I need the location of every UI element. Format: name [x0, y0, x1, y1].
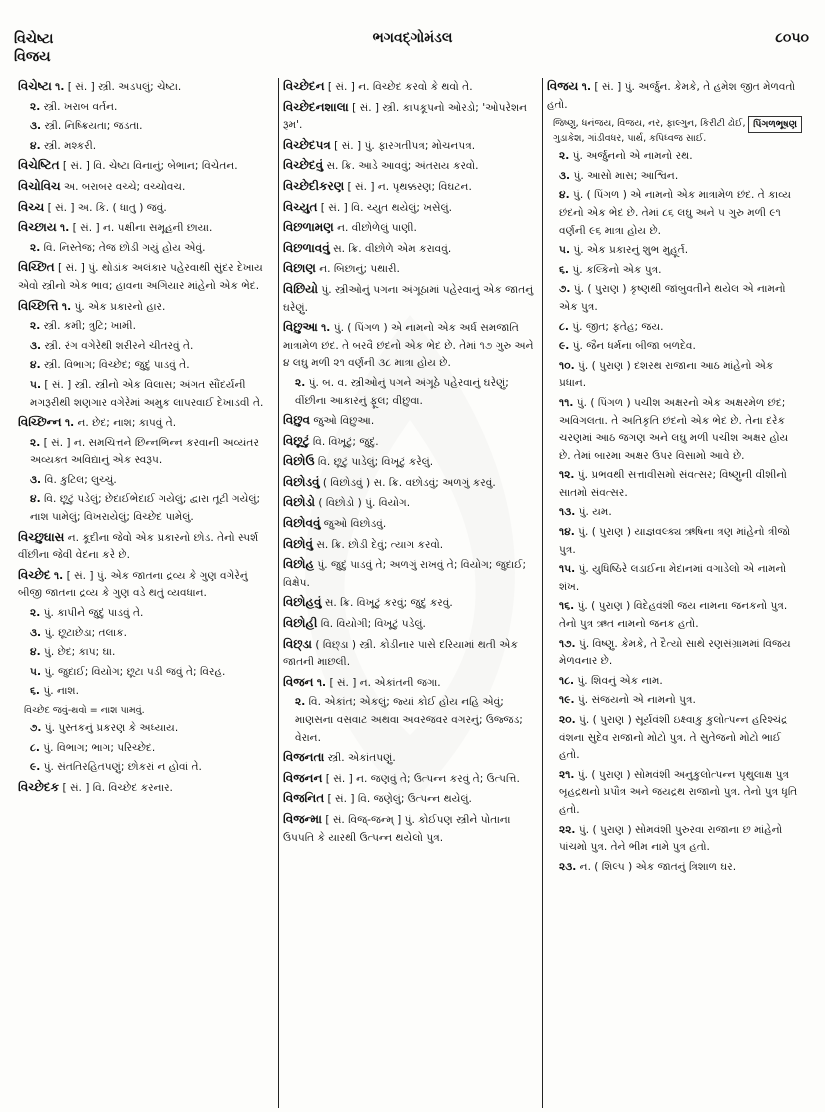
- definition-text: [ સં. ] ન. જણવું તે; ઉત્પન્ન કરવું તે; ઉત્પત્તિ.: [322, 772, 520, 785]
- headword: વિચોવિચ: [18, 178, 61, 193]
- column-1: [14, 78, 278, 1108]
- definition-text: પું. શિવનું એક નામ.: [574, 674, 663, 687]
- sense-number: ૩.: [30, 339, 42, 352]
- sense-number: ૧૯.: [559, 694, 575, 707]
- sense-number: ૭.: [559, 283, 571, 296]
- headword-entry: [283, 78, 538, 97]
- definition-text: [ સં. ] ન. સમચિત્તને છિન્નભિન્ન કરવાની અવ્યંતર અવ્યક્ત અવિદ્યાનું એક સ્વરૂપ.: [30, 436, 259, 467]
- definition-text: વિ. એકાંત; એકલું; જ્યાં કોઈ હોય નહિ એવું; માણસના વસવાટ અથવા અવરજવર વગરનું; ઉજ્જડ; વેરાન.: [295, 696, 523, 744]
- headword: વિચેષ્ટિત: [18, 158, 60, 173]
- sense-number: ૪.: [30, 359, 41, 372]
- sense-entry: [283, 375, 538, 410]
- sense-entry: [547, 673, 802, 691]
- headword: વિચ્છિત્તિ: [18, 298, 59, 313]
- sense-entry: [547, 504, 802, 522]
- sense-entry: [547, 262, 802, 280]
- definition-text: સ્ત્રી. રંગ વગેરેથી શરીરને ચીતરવું તે.: [41, 339, 194, 352]
- definition-text: ન. બિછાનું; પથારી.: [315, 263, 400, 276]
- definition-text: પું. ( પુરાણ ) યાજ્ઞવલ્ક્ય ઋષિના ત્રણ માંહેનો ત્રીજો પુત્ર.: [559, 526, 791, 556]
- sense-number: ૬.: [30, 685, 40, 698]
- definition-text: [ સં. ] વિ. ચ્યુત થયેલું; ખસેલું.: [317, 201, 452, 214]
- sense-entry: [547, 242, 802, 260]
- sense-number: ૧.: [55, 81, 65, 93]
- definition-text: [ સં. ] ન. પૃથક્કરણ; વિઘટન.: [344, 180, 472, 193]
- page-header: [0, 0, 825, 76]
- headword: વિચ્છેદનશાલા: [283, 99, 349, 114]
- definition-text: ( વિછોડવું ) સ. ક્રિ. વછોડવું; અળગું કરવું.: [319, 476, 496, 489]
- definition-text: પું. આસો માસ; આશ્વિન.: [570, 169, 679, 182]
- headword-entry: [18, 199, 274, 218]
- headword-entry: [283, 536, 538, 555]
- definition-text: સ્ત્રી. કમી; ત્રુટિ; ખામી.: [40, 320, 136, 333]
- sense-number: ૮.: [559, 320, 569, 333]
- sense-entry: [547, 859, 802, 877]
- definition-text: [ સં. ] અ. કિ. ( ધાતુ ) જવું.: [44, 201, 167, 214]
- headword-entry: [18, 157, 274, 176]
- definition-text: પું. છૂટાછેડા; તલાક.: [41, 626, 128, 639]
- sense-number: ૩.: [559, 169, 571, 182]
- definition-text: પું. ( પુરાણ ) સોમવંશી પુરુરવા રાજાના છ માંહેનો પાંચમો પુત્ર. તેને ભીમ નામે પુત્ર હતો.: [559, 823, 783, 854]
- usage-note: [18, 703, 274, 718]
- headword-entry: [18, 298, 274, 317]
- headword: વિચ્છેદ: [18, 567, 51, 582]
- definition-text: પું. એક પ્રકારનો હાર.: [71, 300, 166, 313]
- headword-entry: [283, 99, 538, 135]
- headword: વિછોઉ: [283, 454, 315, 469]
- sense-number: ૧૩.: [559, 506, 576, 519]
- headword: વિછોહ: [283, 557, 314, 572]
- sense-number: ૧૧.: [559, 396, 574, 409]
- headword-entry: [283, 178, 538, 197]
- definition-text: [ સં. ] પું. એક જાતના દ્રવ્ય કે ગુણ વગેરેનું બીજી જાતના દ્રવ્ય કે ગુણ વડે થતું વ્યવધાન.: [18, 569, 248, 600]
- guide-word-first: વિચેષ્ટા: [14, 31, 54, 47]
- definition-text: પું. સંજયનો એ નામનો પુત્ર.: [574, 694, 696, 707]
- definition-text: [ સં. ] ન. પક્ષીના સમૂહની છાયા.: [69, 222, 213, 235]
- headword: વિચેષ્ટા: [18, 79, 52, 93]
- sense-number: ૧૪.: [559, 526, 575, 539]
- headword-entry: [18, 414, 274, 433]
- headword-entry: [18, 567, 274, 603]
- sense-entry: [547, 692, 802, 710]
- sense-number: ૩.: [30, 120, 42, 133]
- headword-entry: [283, 433, 538, 452]
- definition-text: સ. ક્રિ. છોડી દેવું; ત્યાગ કરવો.: [312, 538, 444, 551]
- sense-number: ૨.: [30, 320, 41, 333]
- sense-number: ૫.: [559, 244, 570, 257]
- sense-entry: [18, 720, 274, 738]
- sense-number: ૪.: [30, 493, 41, 506]
- headword-entry: [283, 674, 538, 693]
- headword: વિજનિત: [283, 791, 325, 806]
- headword-entry: [283, 515, 538, 534]
- sense-entry: [18, 605, 274, 623]
- sense-number: ૧૮.: [559, 674, 575, 687]
- definition-text: [ સં. ] પું. થોડાંક અલંકાર પહેરવાથી સુંદર દેખાય એવો સ્ત્રીનો એક ભાવ; હાવના અગિયાર માંહેનો એક ભેદ.: [18, 262, 263, 292]
- sense-number: ૫.: [30, 665, 41, 678]
- definition-text: પું. ( પુરાણ ) વિદેહવંશી જય નામના જનકનો પુત્ર. તેનો પુત્ર ઋત નામનો જનક હતો.: [559, 600, 788, 631]
- note-text: જિષ્ણુ, ધનંજય, વિજય, નર, ફાલ્ગુન, કિરીટી ઢોઈ, ગુડાકેશ, ગાંડીવધર, પાર્થ, કપિધ્વજ સાઈ.: [553, 118, 746, 145]
- headword-entry: [18, 178, 274, 197]
- definition-text: પું. ( પિંગળ ) એ નામનો એક માત્રામેળ છંદ. તે કાવ્ય છંદનો એક ભેદ છે. તેમાં ૮૬ લઘુ અને ૫ ગુરુ મળી ૯૧ વર્ણની ૯૬ માત્રા હોય છે.: [559, 189, 791, 237]
- sense-number: ૨.: [559, 150, 570, 163]
- definition-text: પું. એક પ્રકારનું શુભ મુહૂર્ત.: [570, 244, 689, 257]
- sense-entry: [18, 118, 274, 136]
- definition-text: ન. છેદ; નાશ; કાપવું તે.: [74, 417, 177, 430]
- sense-entry: [547, 636, 802, 671]
- dictionary-title: ભગવદ્ગોમંડલ: [372, 30, 453, 46]
- headword-entry: [283, 281, 538, 317]
- headword-entry: [283, 811, 538, 847]
- sense-entry: [18, 644, 274, 662]
- sense-number: ૨૩.: [559, 860, 577, 873]
- sense-entry: [547, 524, 802, 559]
- definition-text: સ્ત્રી. ખરાબ વર્તન.: [40, 100, 118, 113]
- sense-entry: [547, 281, 802, 316]
- definition-text: પું. અર્જુનનો એ નામનો રથ.: [569, 150, 693, 163]
- sense-entry: [547, 148, 802, 166]
- definition-text: પું. કલ્કિનો એક પુત્ર.: [568, 263, 662, 276]
- headword: વિજય: [547, 79, 579, 93]
- definition-text: [ સં. ] વિ. વિચ્છેદ કરનાર.: [59, 781, 173, 794]
- definition-text: જુઓ વિછોડવું.: [320, 518, 387, 531]
- sense-number: ૧૦.: [559, 359, 575, 372]
- sense-number: ૧.: [316, 676, 327, 689]
- headword-entry: [283, 636, 538, 672]
- headword-entry: [283, 494, 538, 513]
- headword-entry: [18, 779, 274, 798]
- headword: વિછુવ: [283, 413, 310, 428]
- headword: વિજનન: [283, 770, 323, 785]
- definition-text: સ્ત્રી. મશ્કરી.: [40, 139, 97, 152]
- definition-text: પું. જુદાઈ; વિયોગ; છૂટા પડી જવું તે; વિરહ.: [41, 665, 226, 678]
- headword: વિછળાવવું: [283, 240, 330, 255]
- sense-entry: [547, 338, 802, 356]
- definition-text: પું. ( પિંગળ ) પચીશ અક્ષરનો એક અક્ષરમેળ છંદ; અવિગલતા. તે અતિકૃતિ છંદનો એક ભેદ છે. તેના દરેક ચરણમાં આઠ જગણ અને લઘુ મળી પચીશ અક્ષર હોય છે. તેમાં બારમા અક્ષર ઉપર વિસામો આવે છે.: [559, 396, 789, 462]
- definition-text: [ સં. ] પું. ફારગતીપત્ર; મોચનપત્ર.: [330, 139, 476, 152]
- sense-number: ૨૦.: [559, 714, 576, 726]
- headword: વિચ્યુત: [283, 199, 318, 214]
- sense-number: ૨.: [30, 241, 41, 254]
- note-text: વિચ્છેદ જવું-થવો = નાશ પામવું.: [24, 705, 145, 716]
- headword: વિછળામણ: [283, 220, 334, 235]
- column-2: [278, 78, 542, 1108]
- sense-entry: [547, 319, 802, 337]
- headword-entry: [283, 749, 538, 768]
- definition-text: પું. છેદ; કાપ; ઘા.: [40, 646, 116, 659]
- sense-entry: [547, 187, 802, 240]
- sense-number: ૨.: [30, 607, 41, 620]
- headword: વિચ્છેદપત્ર: [283, 137, 331, 152]
- definition-text: પું. સંતતિરહિતપણું; છોકરાં ન હોવાં તે.: [40, 761, 202, 774]
- page-number: ૮૦૫૦: [775, 30, 809, 46]
- headword-entry: [283, 260, 538, 279]
- headword-entry: [18, 529, 274, 565]
- headword-entry: [283, 615, 538, 634]
- sense-entry: [18, 491, 274, 526]
- sense-number: ૮.: [30, 741, 40, 754]
- headword: વિચ્છુઘાસ: [18, 529, 65, 544]
- definition-text: વિ. વિયોગી; વિખૂટું પડેલું.: [317, 618, 426, 631]
- sense-entry: [547, 712, 802, 765]
- definition-text: સ. ક્રિ. વિખૂટું કરવું; જુદું કરવું.: [321, 597, 453, 610]
- definition-text: [ સં. ] સ્ત્રી. કાપકૂપનો ઓરડો; 'ઓપરેશન રૂમ'.: [283, 101, 527, 132]
- sense-entry: [283, 694, 538, 747]
- sense-entry: [18, 357, 274, 375]
- headword: વિછોવવું: [283, 516, 321, 531]
- definition-text: પું. જીત; ફતેહ; જય.: [568, 320, 664, 333]
- headword-entry: [18, 78, 274, 97]
- sense-number: ૬.: [559, 263, 569, 276]
- sense-entry: [18, 740, 274, 758]
- headword: વિછ્ડા: [283, 636, 312, 651]
- definition-text: પું. જૈન ધર્મના બીજા બળદેવ.: [569, 340, 696, 353]
- sense-number: ૧.: [60, 222, 70, 235]
- sense-number: ૧૨.: [559, 469, 575, 482]
- headword: વિછૂટું: [283, 433, 310, 448]
- definition-text: પું. પુસ્તકનું પ્રકરણ કે અધ્યાય.: [41, 722, 179, 734]
- definition-text: ( વિછોડો ) પું. વિયોગ.: [315, 497, 411, 510]
- definition-text: ન. ( શિલ્પ ) એક જાતનું ત્રિશાળ ઘર.: [576, 860, 737, 873]
- sense-number: ૨.: [30, 436, 41, 449]
- headword-entry: [283, 770, 538, 789]
- sense-entry: [18, 664, 274, 682]
- headword: વિછોવું: [283, 536, 313, 551]
- definition-text: સ્ત્રી. એકાંતપણું.: [324, 752, 396, 765]
- headword: વિચ્છિન્ન: [18, 415, 62, 430]
- definition-text: પું. વિષ્ણુ. કેમકે, તે દૈત્યો સાથે રણસંગ્રામમાં વિજય મેળવનાર છે.: [559, 637, 791, 668]
- sense-number: ૭.: [30, 722, 42, 734]
- headword-entry: [283, 137, 538, 156]
- headword: વિચ્છાય: [18, 220, 57, 235]
- guide-word-last: વિજય: [14, 49, 51, 65]
- headword-entry: [18, 259, 274, 295]
- sense-entry: [547, 598, 802, 633]
- sense-number: ૯.: [30, 761, 41, 774]
- sense-entry: [18, 683, 274, 701]
- definition-text: [ સં. ] પું. અર્જુન. કેમકે, તે હમેશ જીત મેળવતો હતો.: [547, 81, 796, 111]
- definition-text: પું. કાપીને જુદું પાડવું તે.: [40, 607, 144, 620]
- headword: વિછોહી: [283, 616, 318, 631]
- headword: વિછુઆ: [283, 320, 318, 335]
- sense-number: ૨.: [295, 376, 306, 389]
- headword: વિજન્મા: [283, 811, 322, 826]
- sense-entry: [547, 467, 802, 502]
- headword-entry: [283, 219, 538, 238]
- headword-entry: [283, 453, 538, 472]
- definition-text: પું. યમ.: [575, 506, 612, 519]
- sense-entry: [547, 822, 802, 857]
- definition-text: અ. બરાબર વચ્ચે; વચ્ચોવચ.: [60, 180, 186, 193]
- headword: વિચ્છિત: [18, 260, 55, 275]
- column-3: [542, 78, 806, 1108]
- sense-entry: [18, 472, 274, 490]
- sense-entry: [547, 767, 802, 820]
- sense-number: ૯.: [559, 340, 570, 353]
- sense-entry: [18, 435, 274, 470]
- sense-number: ૧૭.: [559, 637, 576, 650]
- sense-entry: [18, 99, 274, 117]
- sense-number: ૧.: [581, 81, 591, 93]
- sense-number: ૨.: [295, 696, 306, 709]
- usage-note: [547, 116, 802, 146]
- sense-entry: [18, 338, 274, 356]
- definition-text: પું. બ. વ. સ્ત્રીઓનું પગને અંગૂઠે પહેરવાનું ઘરેણું; વીંછીના આકારનું ફૂલ; વીછુવા.: [295, 376, 509, 407]
- headword: વિચ્ચ: [18, 199, 45, 214]
- sense-entry: [18, 138, 274, 156]
- headword: વિજનતા: [283, 750, 325, 765]
- definition-text: સ્ત્રી. વિભાગ; વિચ્છેદ; જુદું પાડવું તે.: [40, 359, 190, 372]
- sense-number: ૨૨.: [559, 823, 576, 836]
- headword: વિચ્છેદક: [18, 779, 60, 794]
- headword-entry: [283, 157, 538, 176]
- sense-number: ૪.: [559, 189, 570, 202]
- sense-number: ૪.: [30, 139, 41, 152]
- headword: વિછોડવું: [283, 474, 320, 489]
- sense-entry: [547, 395, 802, 465]
- sense-entry: [18, 318, 274, 336]
- headword-entry: [283, 594, 538, 613]
- headword: વિછાણ: [283, 261, 316, 276]
- definition-text: સ્ત્રી. નિષ્ક્રિયતા; જડતા.: [41, 120, 143, 133]
- sense-entry: [547, 358, 802, 393]
- definition-text: વિ. કુટિલ; લુચ્ચું.: [41, 473, 117, 486]
- source-label: પિંગળભૂષણ: [748, 116, 802, 133]
- definition-text: પું. ( પુરાણ ) કૃષ્ણથી જાંબુવતીને થયેલ એ નામનો એક પુત્ર.: [559, 283, 786, 313]
- sense-number: ૨૧.: [559, 768, 575, 781]
- definition-text: પું. સ્ત્રીઓનું પગના અંગૂઠામાં પહેરવાનું એક જાતનું ઘરેણું.: [283, 283, 534, 314]
- sense-number: ૩.: [30, 473, 42, 486]
- definition-text: [ સં. ] સ્ત્રી. સ્ત્રીનો એક વિલાસ; અંગત સૌંદર્યની મગરૂરીથી શણગાર વગેરેમાં અમુક લાપરવાઈ દેખાડવી તે.: [30, 378, 264, 409]
- definition-text: [ સં. વિજ્-જન્મ્ ] પું. કોઈપણ સ્ત્રીને પોતાના ઉપપતિ કે યારથી ઉત્પન્ન થયેલો પુત્ર.: [283, 813, 511, 844]
- definition-text: વિ. છૂટું પાડેલું; વિખૂટું કરેલું.: [314, 456, 434, 469]
- definition-text: વિ. નિસ્તેજ; તેજ છોડી ગયું હોય એવું.: [40, 241, 206, 254]
- sense-number: ૧.: [64, 417, 75, 430]
- definition-text: પું. ( પુરાણ ) સૂર્યવંશી ઇક્ષ્વાકુ કુલોત્પન્ન હરિશ્ચંદ્ર વંશના સુદેવ રાજાનો મોટો પુત્ર. તે સુતેજનો મોટો ભાઈ હતો.: [559, 714, 788, 762]
- headword: વિછિયો: [283, 281, 319, 296]
- definition-text: [ સં. ] સ્ત્રી. અડપલું; ચેષ્ટા.: [64, 81, 182, 93]
- headword: વિછોહવું: [283, 595, 322, 610]
- headword-entry: [547, 78, 802, 114]
- definition-text: વિ. વિખૂટું; જુદું.: [309, 435, 379, 448]
- definition-text: ન. કૂદીના જેવો એક પ્રકારનો છોડ. તેનો સ્પર્શ વીંછીના જેવી વેદના કરે છે.: [18, 531, 259, 562]
- definition-text: [ સં. ] વિ. ચેષ્ટા વિનાનું; બેભાન; વિચેતન.: [59, 160, 238, 173]
- headword-entry: [18, 219, 274, 238]
- headword-entry: [283, 240, 538, 259]
- definition-text: વિ. છૂટું પડેલું; છેદાઈભેદાઈ ગયેલું; દ્વારા તૂટી ગયેલું; નાશ પામેલું; વિખરાયેલું; વિચ્છેદ પામેલું.: [30, 493, 261, 524]
- sense-number: ૧૫.: [559, 563, 576, 576]
- sense-entry: [547, 561, 802, 596]
- definition-text: પું. પ્રભવથી સત્તાવીસમો સંવત્સર; વિષ્ણુની વીશીનો સાતમો સંવત્સર.: [559, 469, 787, 499]
- sense-entry: [18, 625, 274, 643]
- headword: વિચ્છેદન: [283, 79, 325, 93]
- definition-text: પું. વિભાગ; ભાગ; પરિચ્છેદ.: [39, 741, 156, 754]
- sense-entry: [18, 377, 274, 412]
- sense-number: ૧૬.: [559, 600, 575, 613]
- sense-number: ૫.: [30, 378, 41, 391]
- definition-text: પું. ( પુરાણ ) દશરથ રાજાના આઠ માંહેનો એક પ્રધાન.: [559, 359, 774, 390]
- definition-text: પું. નાશ.: [39, 685, 79, 698]
- sense-entry: [18, 759, 274, 777]
- definition-text: ન. વીછોળેલું પાણી.: [333, 222, 417, 235]
- sense-number: ૧.: [53, 569, 64, 582]
- dictionary-columns: [14, 78, 814, 1108]
- headword-entry: [283, 556, 538, 592]
- definition-text: [ સં. ] ન. એકાંતની જગા.: [326, 676, 441, 689]
- definition-text: પું. ( પુરાણ ) સોમવંશી અનુકુલોત્પન્ન પૃથુલાક્ષ પુત્ર બૃહદ્રથનો પ્રપૌત્ર અને જયદ્રથ રાજાનો પુત્ર. તેનો પુત્ર ધૃતિ હતો.: [559, 768, 798, 816]
- sense-number: ૧.: [321, 322, 331, 335]
- sense-number: ૩.: [30, 626, 42, 639]
- definition-text: સ. ક્રિ. વીછોળે એમ કરાવવું.: [329, 242, 452, 255]
- sense-number: ૪.: [30, 646, 41, 659]
- headword: વિજન: [283, 674, 314, 689]
- sense-entry: [18, 240, 274, 258]
- headword: વિચ્છેદીકરણ: [283, 178, 345, 193]
- definition-text: પું. યુધિષ્ઠિરે લડાઈના મેદાનમાં વગાડેલો એ નામનો શંખ.: [559, 563, 787, 593]
- definition-text: જુઓ વિછુઆ.: [309, 415, 375, 428]
- definition-text: પું. ( પિંગળ ) એ નામનો એક અર્ધ સમજાતિ માત્રામેળ છંદ. તે બરવૈ છંદનો એક ભેદ છે. તેમાં ૧૭ ગુરુ અને ૪ લઘુ મળી ૨૧ વર્ણની ૩૮ માત્રા હોય છે.: [283, 322, 534, 370]
- definition-text: [ સં. ] વિ. જણેલું; ઉત્પન્ન થયેલું.: [324, 793, 472, 806]
- sense-number: ૧.: [61, 300, 72, 313]
- definition-text: [ સં. ] ન. વિચ્છેદ કરવો કે થવો તે.: [324, 81, 473, 93]
- sense-entry: [547, 168, 802, 186]
- headword-entry: [283, 319, 538, 373]
- headword-entry: [283, 790, 538, 809]
- sense-number: ૨.: [30, 100, 41, 113]
- headword: વિચ્છેદવું: [283, 158, 324, 173]
- definition-text: પું. જુદું પાડવું તે; અળગું રાખવું તે; વિયોગ; જુદાઈ; વિક્ષેપ.: [283, 559, 527, 589]
- headword-entry: [283, 199, 538, 218]
- definition-text: ( વિછ્ડા ) સ્ત્રી. કોડીનાર પાસે દરિયામાં થતી એક જાતની માછલી.: [283, 638, 518, 669]
- headword-entry: [283, 474, 538, 493]
- headword: વિછોડો: [283, 495, 316, 510]
- definition-text: સ. ક્રિ. આડે આવવું; અંતરાય કરવો.: [323, 160, 479, 173]
- headword-entry: [283, 412, 538, 431]
